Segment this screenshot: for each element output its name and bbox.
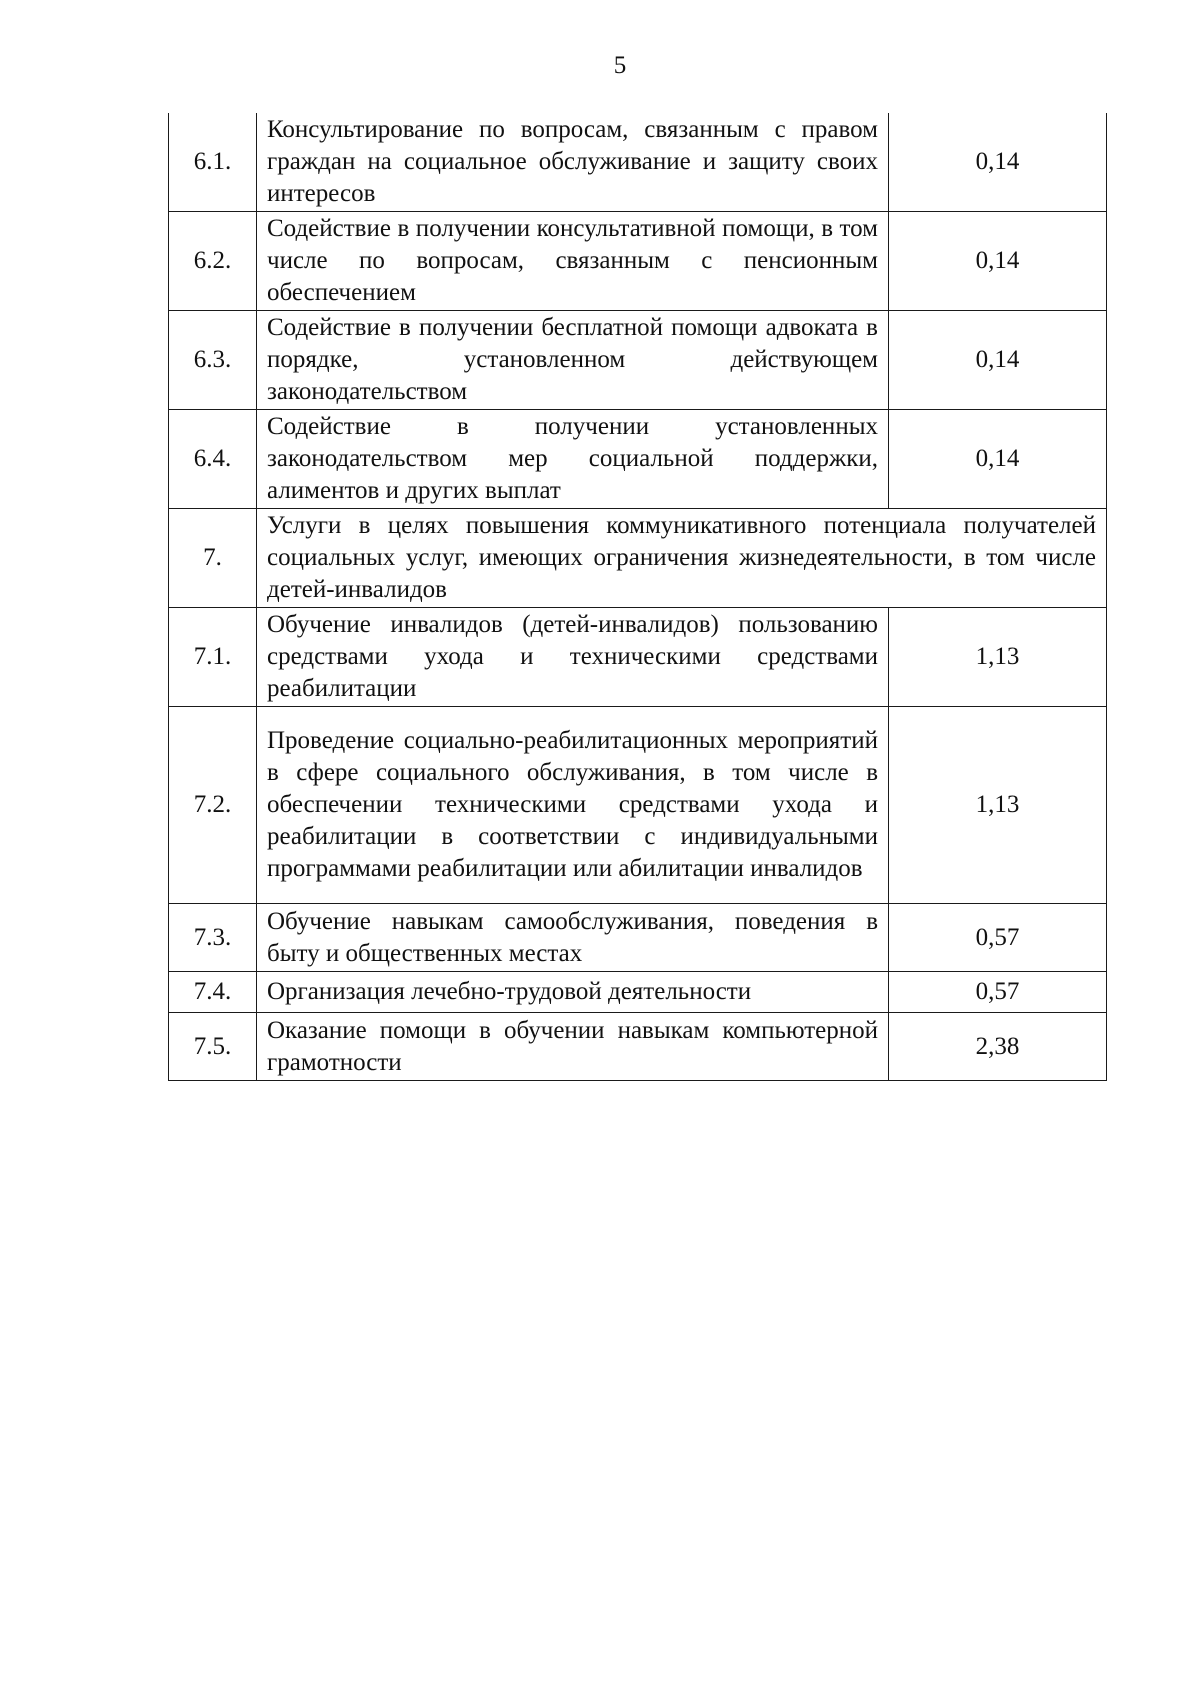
service-value: 2,38 — [889, 1013, 1107, 1081]
row-number: 7.5. — [169, 1013, 257, 1081]
row-number: 7.1. — [169, 608, 257, 707]
table-row — [169, 1013, 1107, 1081]
row-number: 7.3. — [169, 904, 257, 972]
service-value: 0,14 — [889, 311, 1107, 410]
table-row-section — [169, 509, 1107, 608]
service-name: Содействие в получении установленных законодательством мер социальной поддержки, алиментов и других выплат — [257, 410, 889, 509]
table-row — [169, 904, 1107, 972]
service-name: Проведение социально-реабилитационных мероприятий в сфере социального обслуживания, в том числе в обеспечении техническими средствами ухода и реабилитации в соответствии с индивидуальными программами реабилитации или абилитации инвалидов — [257, 707, 889, 904]
row-number: 6.2. — [169, 212, 257, 311]
table-row — [169, 410, 1107, 509]
service-name: Обучение навыкам самообслуживания, поведения в быту и общественных местах — [257, 904, 889, 972]
service-name: Организация лечебно-трудовой деятельности — [257, 972, 889, 1013]
table-row — [169, 707, 1107, 904]
service-value: 1,13 — [889, 707, 1107, 904]
service-value: 0,14 — [889, 113, 1107, 212]
row-number: 6.3. — [169, 311, 257, 410]
table-row — [169, 311, 1107, 410]
section-title: Услуги в целях повышения коммуникативного потенциала получателей социальных услуг, имеющих ограничения жизнедеятельности, в том числе детей-инвалидов — [257, 509, 1107, 608]
service-name: Оказание помощи в обучении навыкам компьютерной грамотности — [257, 1013, 889, 1081]
table-row — [169, 212, 1107, 311]
service-value: 0,57 — [889, 904, 1107, 972]
service-value: 0,14 — [889, 410, 1107, 509]
table-row — [169, 608, 1107, 707]
row-number: 7.2. — [169, 707, 257, 904]
row-number: 7.4. — [169, 972, 257, 1013]
row-number: 6.4. — [169, 410, 257, 509]
service-name: Обучение инвалидов (детей-инвалидов) пользованию средствами ухода и техническими средствами реабилитации — [257, 608, 889, 707]
service-value: 0,57 — [889, 972, 1107, 1013]
service-name: Содействие в получении бесплатной помощи адвоката в порядке, установленном действующем законодательством — [257, 311, 889, 410]
page-number: 5 — [613, 52, 627, 79]
services-table — [168, 113, 1107, 1081]
row-number: 7. — [169, 509, 257, 608]
row-number: 6.1. — [169, 113, 257, 212]
service-value: 1,13 — [889, 608, 1107, 707]
table-row — [169, 113, 1107, 212]
service-name: Содействие в получении консультативной помощи, в том числе по вопросам, связанным с пенсионным обеспечением — [257, 212, 889, 311]
service-name: Консультирование по вопросам, связанным с правом граждан на социальное обслуживание и защиту своих интересов — [257, 113, 889, 212]
table-row — [169, 972, 1107, 1013]
service-value: 0,14 — [889, 212, 1107, 311]
